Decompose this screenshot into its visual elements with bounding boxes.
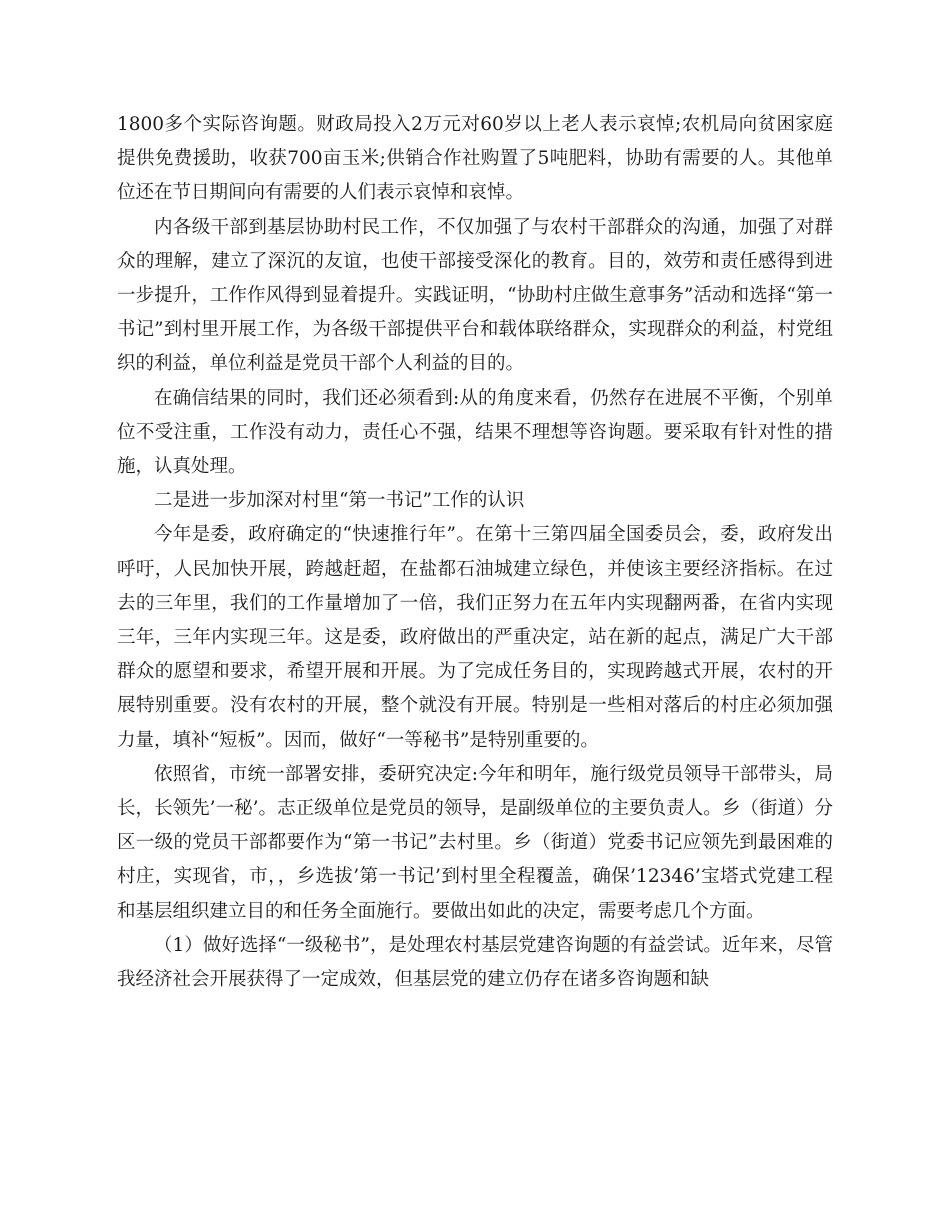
paragraph-6: （1）做好选择“一级秘书”，是处理农村基层党建咨询题的有益尝试。近年来，尽管我经济社会开展获得了一定成效，但基层党的建立仍存在诸多咨询题和缺 [117,934,833,991]
paragraph-4: 今年是委，政府确定的“快速推行年”。在第十三第四届全国委员会，委，政府发出呼吁，人民加快开展，跨越赶超，在盐都石油城建立绿色，并使该主要经济指标。在过去的三年里，我们的工作量增加了一倍，我们正努力在五年内实现翻两番，在省内实现三年，三年内实现三年。这是委，政府做出的严重决定，站在新的起点，满足广大干部群众的愿望和要求，希望开展和开展。为了完成任务目的，实现跨越式开展，农村的开展特别重要。没有农村的开展，整个就没有开展。特别是一些相对落后的村庄必须加强力量，填补“短板”。因而，做好“一等秘书”是特别重要的。 [117,524,833,751]
paragraph-5: 依照省，市统一部署安排，委研究决定:今年和明年，施行级党员领导干部带头，局长，长领先’一秘’。志正级单位是党员的领导，是副级单位的主要负责人。乡（街道）分区一级的党员干部都要作为“第一书记”去村里。乡（街道）党委书记应领先到最困难的村庄，实现省，市，，乡选拔’第一书记’到村里全程覆盖，确保’12346’宝塔式党建工程和基层组织建立目的和任务全面施行。要做出如此的决定，需要考虑几个方面。 [117,763,833,922]
document-body [117,108,833,997]
paragraph-2: 内各级干部到基层协助村民工作，不仅加强了与农村干部群众的沟通，加强了对群众的理解，建立了深沉的友谊，也使干部接受深化的教育。目的，效劳和责任感得到进一步提升，工作作风得到显着提升。实践证明，“协助村庄做生意事务”活动和选择“第一书记”到村里开展工作，为各级干部提供平台和载体联络群众，实现群众的利益，村党组织的利益，单位利益是党员干部个人利益的目的。 [117,216,833,375]
section-heading: 二是进一步加深对村里“第一书记”工作的认识 [154,490,525,512]
paragraph-3: 在确信结果的同时，我们还必须看到:从的角度来看，仍然存在进展不平衡，个别单位不受注重，工作没有动力，责任心不强，结果不理想等咨询题。要采取有针对性的措施，认真处理。 [117,387,833,478]
paragraph-1: 1800多个实际咨询题。财政局投入2万元对60岁以上老人表示哀悼;农机局向贫困家庭提供免费援助，收获700亩玉米;供销合作社购置了5吨肥料，协助有需要的人。其他单位还在节日期间向有需要的人们表示哀悼和哀悼。 [117,114,833,204]
